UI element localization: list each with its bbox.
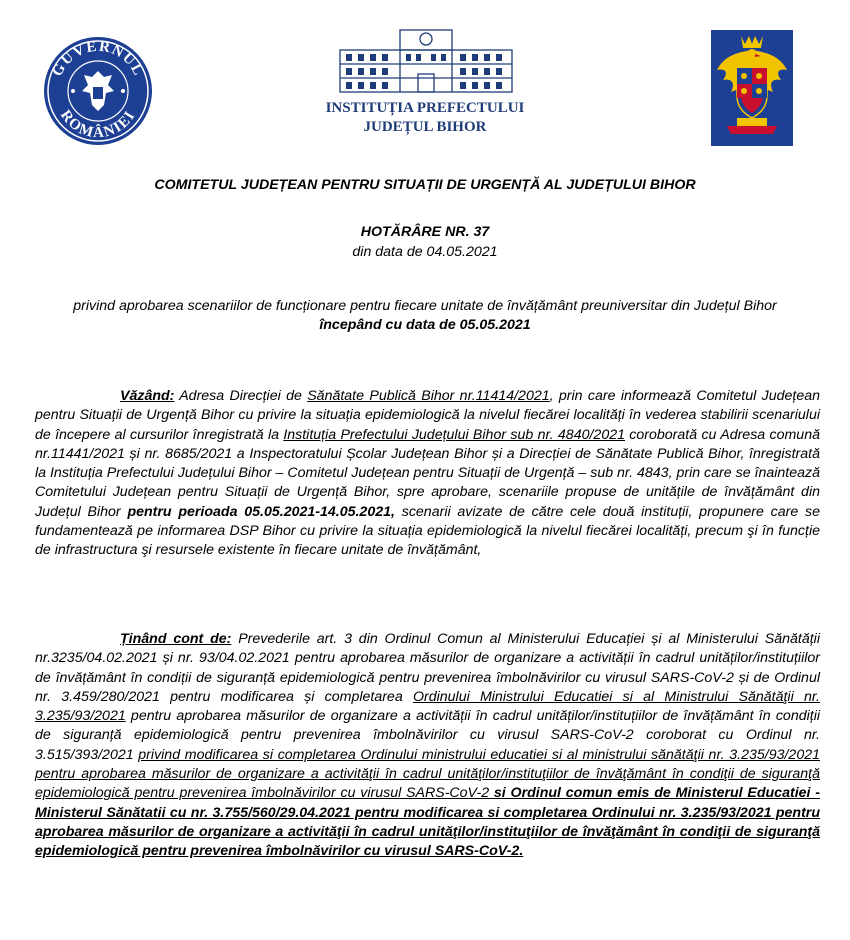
svg-text:ROMÂNIEI: ROMÂNIEI — [56, 107, 139, 142]
paragraph-text: , prin care informează Comitetul Județean pentru Situații de Urgență Bihor cu privire la situația epidemiologică la nivelul fiecărei localități în vederea stabilirii scenariului de începere al cursurilor înregistrată la — [35, 388, 821, 443]
decision-number: HOTĂRÂRE NR. 37 — [360, 224, 490, 240]
paragraph-text: scenarii avizate de către cele două instituții, propunere care se fundamentează pe informarea DSP Bihor cu privire la situația epidemiologică la nivelul fiecărei localități, precum şi în funcție de infrastructura şi resursele existente în fiecare unitate de învățământ, — [35, 503, 820, 559]
institution-name-line1: INSTITUȚIA PREFECTULUI — [325, 100, 525, 116]
underlined-reference: Instituția Prefectului Județului Bihor sub nr. 4840/2021 — [283, 426, 625, 443]
paragraph-lead-vazand: Văzând: — [120, 388, 175, 404]
svg-text:GUVERNUL: GUVERNUL — [49, 38, 147, 80]
government-seal-icon — [42, 35, 154, 147]
bold-underlined-order: si Ordinul comun emis de Ministerul Educatiei - Ministerul Sănătatii cu nr. 3.755/560/29.04.2021 pentru modificarea si completarea Ordinului nr. 3.235/93/2021 pentru aprobarea măsurilor de organizare a activităţii în cadrul unităţilor/instituţiilor de învăţământ în condiţii de siguranţă epidemiologică pentru prevenirea îmbolnăvirilor cu virusul SARS-CoV-2. — [35, 785, 820, 860]
coat-of-arms-icon — [711, 30, 793, 146]
document-header — [0, 0, 850, 150]
paragraph-text: Adresa Direcției de — [174, 388, 308, 404]
institution-name-line2: JUDEȚUL BIHOR — [363, 119, 487, 135]
paragraph-vazand — [35, 387, 820, 561]
underlined-reference: Ordinului Ministrului Educatiei si al Ministrului Sănătăţii nr. 3.235/93/2021 — [35, 688, 820, 725]
subject-text: privind aprobarea scenariilor de funcționare pentru fiecare unitate de învățământ preuniversitar din Județul Bihor — [73, 298, 777, 314]
committee-title: COMITETUL JUDEȚEAN PENTRU SITUAȚII DE URGENȚĂ AL JUDEȚULUI BIHOR — [154, 177, 696, 193]
paragraph-lead-tinand-cont: Ținând cont de: — [120, 631, 232, 647]
decision-date: din data de 04.05.2021 — [352, 244, 498, 260]
institution-name — [300, 99, 550, 137]
prefecture-building-icon — [338, 24, 514, 94]
decision-subject — [30, 297, 820, 335]
bold-period: pentru perioada 05.05.2021-14.05.2021, — [127, 503, 395, 520]
paragraph-text: coroborată cu Adresa comună nr.11441/2021 și nr. 8685/2021 a Inspectoratului Școlar Județean Bihor și a Direcției de Sănătate Publică Bihor, înregistrată la Instituția Prefectului Județului Bihor – Comitetul Județean pentru Situații de Urgență – sub nr. 4843, prin care se înaintează Comitetului Județean pentru Situații de Urgență Bihor, spre aprobare, scenariile propuse de unitățile de învățământ din Județul Bihor — [35, 426, 820, 520]
subject-effective-date: începând cu data de 05.05.2021 — [319, 317, 531, 333]
paragraph-tinand-cont — [35, 630, 820, 862]
paragraph-text: Prevederile art. 3 din Ordinul Comun al Ministerului Educației și al Ministerului Sănătății nr.3235/04.02.2021 și nr. 93/04.02.2021 pentru aprobarea măsurilor de organizare a activității în cadrul unităților/instituțiilor de învățământ în condiții de siguranță epidemiologică pentru prevenirea îmbolnăvirilor cu virusul SARS-CoV-2 și de Ordinul nr. 3.459/280/2021 pentru modificarea și completarea — [35, 631, 820, 705]
underlined-reference: privind modificarea si completarea Ordinului ministrului educatiei si al ministrului sănătăţii nr. 3.235/93/2021 pentru aprobarea măsurilor de organizare a activităţii în cadrul unităţilor/instituţiilor de învăţământ în condiţii de siguranţă epidemiologică pentru prevenirea îmbolnăvirilor cu virusul SARS-CoV-2 — [35, 746, 820, 802]
paragraph-text: pentru aprobarea măsurilor de organizare a activității în cadrul unităților/instituțiilor de învățământ în condiții de siguranță epidemiologică pentru prevenirea îmbolnăvirilor cu virusul SARS-CoV-2 coroborat cu Ordinul nr. 3.515/393/2021 — [35, 708, 820, 763]
underlined-reference: Sănătate Publică Bihor nr.11414/2021 — [307, 388, 550, 404]
